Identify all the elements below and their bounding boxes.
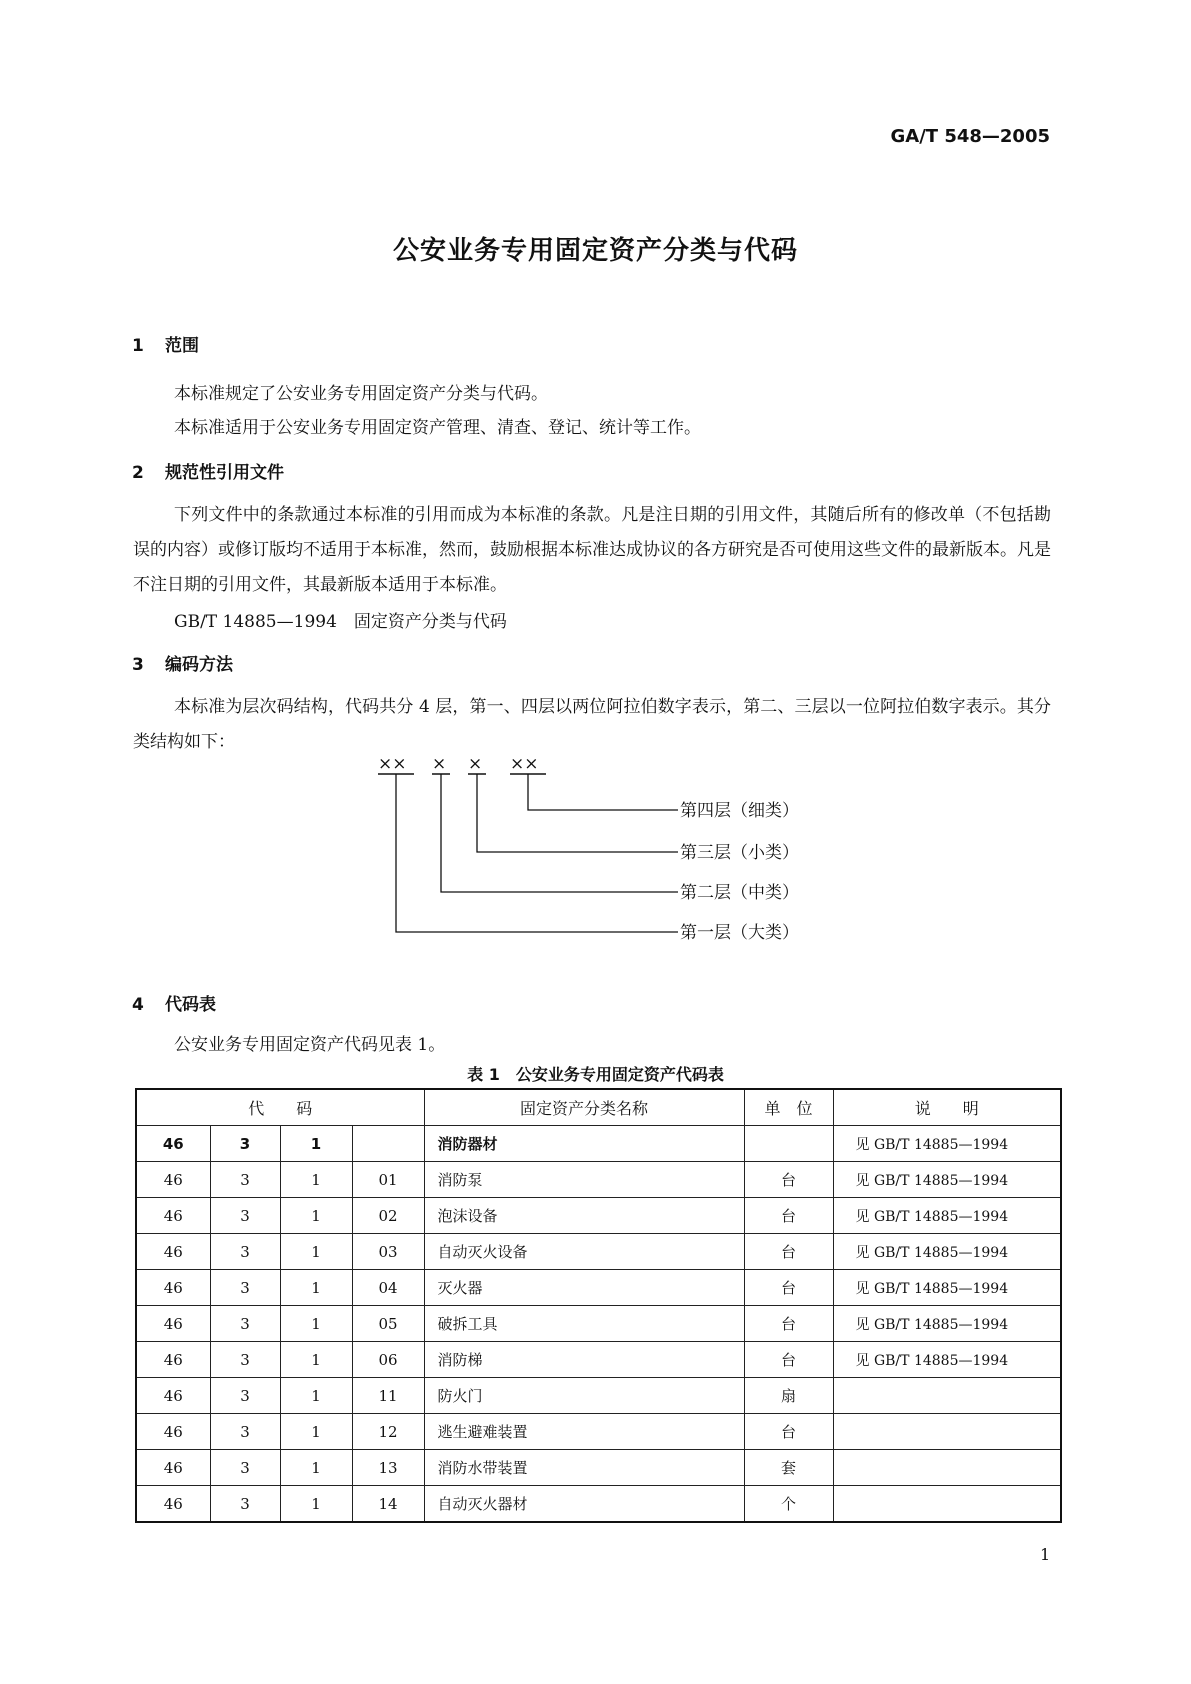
section-4-paragraph: 公安业务专用固定资产代码见表 1。 xyxy=(174,1035,446,1055)
section-1-paragraph-1: 本标准规定了公安业务专用固定资产分类与代码。 xyxy=(174,384,548,404)
section-number: 3 xyxy=(132,655,144,675)
header-code: 代 码 xyxy=(136,1089,424,1126)
table-row xyxy=(136,1378,1061,1414)
cell-unit: 台 xyxy=(744,1306,833,1342)
cell-unit xyxy=(744,1126,833,1162)
cell-code-2: 3 xyxy=(210,1198,280,1234)
cell-code-3: 1 xyxy=(280,1162,352,1198)
page-number: 1 xyxy=(1040,1545,1051,1564)
cell-code-1: 46 xyxy=(136,1198,210,1234)
cell-code-2: 3 xyxy=(210,1450,280,1486)
cell-name: 自动灭火器材 xyxy=(424,1486,744,1523)
cell-code-1: 46 xyxy=(136,1162,210,1198)
cell-code-3: 1 xyxy=(280,1414,352,1450)
cell-code-3: 1 xyxy=(280,1306,352,1342)
cell-code-1: 46 xyxy=(136,1270,210,1306)
table-body xyxy=(136,1126,1061,1523)
section-1-heading xyxy=(132,331,199,356)
cell-code-4: 03 xyxy=(352,1234,424,1270)
cell-note: 见 GB/T 14885—1994 xyxy=(833,1198,1061,1234)
table-row xyxy=(136,1234,1061,1270)
level-3-label: 第三层（小类） xyxy=(680,843,799,863)
cell-code-1: 46 xyxy=(136,1450,210,1486)
cell-code-4: 02 xyxy=(352,1198,424,1234)
table-row xyxy=(136,1306,1061,1342)
normative-reference: GB/T 14885—1994 固定资产分类与代码 xyxy=(174,612,507,632)
cell-note xyxy=(833,1450,1061,1486)
cell-note xyxy=(833,1378,1061,1414)
section-3-text: 本标准为层次码结构，代码共分 4 层，第一、四层以两位阿拉伯数字表示，第二、三层以一位阿拉伯数字表示。其分类结构如下： xyxy=(133,697,1051,752)
connector-level4 xyxy=(528,774,678,810)
cell-unit: 台 xyxy=(744,1414,833,1450)
cell-code-1: 46 xyxy=(136,1486,210,1523)
header-name: 固定资产分类名称 xyxy=(424,1089,744,1126)
cell-name: 灭火器 xyxy=(424,1270,744,1306)
cell-unit: 台 xyxy=(744,1198,833,1234)
section-2-heading xyxy=(132,458,284,483)
header-unit: 单 位 xyxy=(744,1089,833,1126)
code-structure-diagram xyxy=(370,752,830,956)
section-title: 代码表 xyxy=(165,995,216,1015)
cell-code-4: 01 xyxy=(352,1162,424,1198)
cell-unit: 台 xyxy=(744,1270,833,1306)
cell-code-1: 46 xyxy=(136,1126,210,1162)
cell-name: 逃生避难装置 xyxy=(424,1414,744,1450)
cell-code-2: 3 xyxy=(210,1378,280,1414)
cell-unit: 个 xyxy=(744,1486,833,1523)
cell-note: 见 GB/T 14885—1994 xyxy=(833,1306,1061,1342)
cell-name: 消防梯 xyxy=(424,1342,744,1378)
cell-name: 泡沫设备 xyxy=(424,1198,744,1234)
cell-code-1: 46 xyxy=(136,1234,210,1270)
table-row xyxy=(136,1450,1061,1486)
cell-code-2: 3 xyxy=(210,1342,280,1378)
cell-name: 防火门 xyxy=(424,1378,744,1414)
cell-unit: 扇 xyxy=(744,1378,833,1414)
cell-note xyxy=(833,1414,1061,1450)
table-row xyxy=(136,1198,1061,1234)
cell-code-3: 1 xyxy=(280,1198,352,1234)
cell-code-3: 1 xyxy=(280,1342,352,1378)
cell-code-2: 3 xyxy=(210,1162,280,1198)
cell-name: 消防水带装置 xyxy=(424,1450,744,1486)
cell-code-3: 1 xyxy=(280,1486,352,1523)
connector-level3 xyxy=(477,774,678,852)
section-number: 2 xyxy=(132,463,144,483)
code-structure-svg xyxy=(370,752,830,952)
cell-unit: 台 xyxy=(744,1234,833,1270)
section-4-heading xyxy=(132,990,216,1015)
cell-code-3: 1 xyxy=(280,1450,352,1486)
connector-level1 xyxy=(396,774,678,932)
cell-code-4: 12 xyxy=(352,1414,424,1450)
section-3-paragraph xyxy=(133,690,1051,760)
code-group-level1: ×× xyxy=(378,754,407,774)
section-title: 规范性引用文件 xyxy=(165,463,284,483)
cell-code-4: 11 xyxy=(352,1378,424,1414)
asset-code-table xyxy=(135,1088,1062,1523)
cell-code-3: 1 xyxy=(280,1126,352,1162)
section-3-heading xyxy=(132,650,233,675)
table-row xyxy=(136,1486,1061,1523)
cell-code-1: 46 xyxy=(136,1306,210,1342)
table-row xyxy=(136,1270,1061,1306)
cell-name: 消防泵 xyxy=(424,1162,744,1198)
level-1-label: 第一层（大类） xyxy=(680,923,799,943)
cell-note: 见 GB/T 14885—1994 xyxy=(833,1234,1061,1270)
cell-code-4: 06 xyxy=(352,1342,424,1378)
cell-code-2: 3 xyxy=(210,1234,280,1270)
cell-unit: 套 xyxy=(744,1450,833,1486)
level-2-label: 第二层（中类） xyxy=(680,883,799,903)
cell-code-2: 3 xyxy=(210,1126,280,1162)
document-title: 公安业务专用固定资产分类与代码 xyxy=(392,236,798,266)
cell-code-3: 1 xyxy=(280,1378,352,1414)
cell-code-2: 3 xyxy=(210,1306,280,1342)
cell-code-1: 46 xyxy=(136,1414,210,1450)
section-1-paragraph-2: 本标准适用于公安业务专用固定资产管理、清查、登记、统计等工作。 xyxy=(174,418,701,438)
section-2-text: 下列文件中的条款通过本标准的引用而成为本标准的条款。凡是注日期的引用文件，其随后所有的修改单（不包括勘误的内容）或修订版均不适用于本标准，然而，鼓励根据本标准达成协议的各方研究是否可使用这些文件的最新版本。凡是不注日期的引用文件，其最新版本适用于本标准。 xyxy=(133,505,1051,595)
cell-name: 自动灭火设备 xyxy=(424,1234,744,1270)
header-note: 说 明 xyxy=(833,1089,1061,1126)
cell-unit: 台 xyxy=(744,1162,833,1198)
cell-note: 见 GB/T 14885—1994 xyxy=(833,1162,1061,1198)
code-group-level4: ×× xyxy=(510,754,539,774)
cell-code-3: 1 xyxy=(280,1270,352,1306)
level-4-label: 第四层（细类） xyxy=(680,801,799,821)
cell-code-4 xyxy=(352,1126,424,1162)
table-row xyxy=(136,1342,1061,1378)
cell-name: 破拆工具 xyxy=(424,1306,744,1342)
cell-code-4: 04 xyxy=(352,1270,424,1306)
cell-code-4: 13 xyxy=(352,1450,424,1486)
table-header-row xyxy=(136,1089,1061,1126)
section-number: 4 xyxy=(132,995,144,1015)
cell-unit: 台 xyxy=(744,1342,833,1378)
cell-note: 见 GB/T 14885—1994 xyxy=(833,1270,1061,1306)
cell-note: 见 GB/T 14885—1994 xyxy=(833,1342,1061,1378)
table-row xyxy=(136,1126,1061,1162)
cell-code-1: 46 xyxy=(136,1378,210,1414)
section-title: 编码方法 xyxy=(165,655,233,675)
cell-code-4: 05 xyxy=(352,1306,424,1342)
cell-code-3: 1 xyxy=(280,1234,352,1270)
table-row xyxy=(136,1162,1061,1198)
section-number: 1 xyxy=(132,336,144,356)
cell-name: 消防器材 xyxy=(424,1126,744,1162)
cell-code-2: 3 xyxy=(210,1270,280,1306)
cell-code-1: 46 xyxy=(136,1342,210,1378)
code-group-level3: × xyxy=(468,754,483,774)
cell-note: 见 GB/T 14885—1994 xyxy=(833,1126,1061,1162)
cell-code-2: 3 xyxy=(210,1414,280,1450)
standard-number: GA/T 548—2005 xyxy=(890,126,1050,147)
cell-code-2: 3 xyxy=(210,1486,280,1523)
section-title: 范围 xyxy=(165,336,199,356)
cell-note xyxy=(833,1486,1061,1523)
section-2-paragraph xyxy=(133,498,1051,603)
table-row xyxy=(136,1414,1061,1450)
cell-code-4: 14 xyxy=(352,1486,424,1523)
table-caption: 表 1 公安业务专用固定资产代码表 xyxy=(467,1065,724,1084)
code-group-level2: × xyxy=(432,754,447,774)
